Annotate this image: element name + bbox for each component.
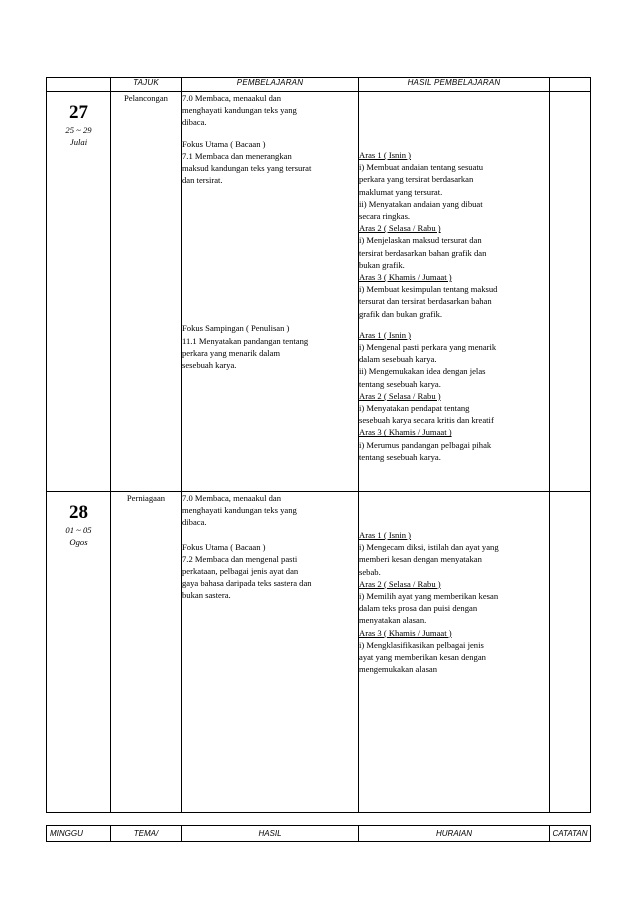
- text-line: ii) Mengemukakan idea dengan jelas: [359, 366, 486, 377]
- hasil-group: [359, 329, 549, 463]
- footer-hasil: HASIL: [182, 826, 359, 842]
- text-line: 7.1 Membaca dan menerangkan: [182, 150, 292, 161]
- notes-cell: [550, 92, 591, 492]
- text-line: dalam sesebuah karya.: [359, 354, 437, 365]
- text-line: ayat yang memberikan kesan dengan: [359, 652, 486, 663]
- fokus-sampingan: [182, 322, 358, 371]
- text-line: dibaca.: [182, 117, 207, 128]
- text-line: perkara yang menarik dalam: [182, 347, 281, 358]
- aras-heading: Aras 3 ( Khamis / Jumaat ): [359, 427, 452, 438]
- table-row-week-28: [47, 492, 591, 813]
- pembelajaran-standard: [182, 492, 358, 529]
- aras-heading: Aras 2 ( Selasa / Rabu ): [359, 223, 441, 234]
- text-line: menyatakan alasan.: [359, 615, 427, 626]
- aras-heading: Aras 1 ( Isnin ): [359, 329, 412, 340]
- text-line: i) Mengklasifikasikan pelbagai jenis: [359, 639, 484, 650]
- text-line: Fokus Sampingan ( Penulisan ): [182, 323, 290, 334]
- text-line: sesebuah karya.: [182, 360, 237, 371]
- week-cell: [47, 92, 111, 492]
- footer-minggu: MINGGU: [47, 826, 111, 842]
- week-number: 28: [69, 502, 88, 523]
- text-line: grafik dan bukan grafik.: [359, 308, 443, 319]
- aras-heading: Aras 1 ( Isnin ): [359, 150, 412, 160]
- text-line: 11.1 Menyatakan pandangan tentang: [182, 335, 309, 346]
- week-date-range: 01 ~ 05: [65, 525, 92, 535]
- text-line: i) Mengecam diksi, istilah dan ayat yang: [359, 542, 499, 553]
- text-line: bukan sastera.: [182, 590, 231, 601]
- aras-heading: Aras 2 ( Selasa / Rabu ): [359, 578, 441, 589]
- header-tajuk: TAJUK: [111, 78, 182, 92]
- tema-cell: [111, 92, 182, 492]
- fokus-utama: [182, 541, 358, 602]
- text-line: i) Mengenal pasti perkara yang menarik: [359, 342, 497, 353]
- pembelajaran-standard: [182, 92, 358, 129]
- text-line: i) Merumus pandangan pelbagai pihak: [359, 439, 492, 450]
- hasil-group: [359, 149, 549, 320]
- text-line: tentang sesebuah karya.: [359, 378, 441, 389]
- text-line: menghayati kandungan teks yang: [182, 505, 297, 516]
- hasil-cell: [359, 92, 550, 492]
- text-line: sesebuah karya secara kritis dan kreatif: [359, 415, 494, 426]
- text-line: memberi kesan dengan menyatakan: [359, 554, 482, 565]
- hasil-cell: [359, 492, 550, 813]
- text-line: 7.0 Membaca, menaakul dan: [182, 493, 282, 503]
- header-notes: [550, 78, 591, 92]
- aras-heading: Aras 3 ( Khamis / Jumaat ): [359, 627, 452, 638]
- table-row-week-27: [47, 92, 591, 492]
- week-cell: [47, 492, 111, 813]
- text-line: i) Memilih ayat yang memberikan kesan: [359, 591, 499, 602]
- aras-heading: Aras 1 ( Isnin ): [359, 530, 412, 540]
- text-line: perkara yang tersirat berdasarkan: [359, 174, 474, 185]
- hasil-group: [359, 529, 549, 675]
- text-line: dan tersirat.: [182, 175, 223, 186]
- text-line: tentang sesebuah karya.: [359, 451, 441, 462]
- text-line: perkataan, pelbagai jenis ayat dan: [182, 566, 299, 577]
- text-line: mengemukakan alasan: [359, 664, 438, 675]
- text-line: sebab.: [359, 566, 381, 577]
- text-line: ii) Menyatakan andaian yang dibuat: [359, 198, 483, 209]
- footer-catatan: CATATAN: [550, 826, 591, 842]
- footer-tema: TEMA/: [111, 826, 182, 842]
- week-date-range: 25 ~ 29: [65, 125, 92, 135]
- text-line: 7.0 Membaca, menaakul dan: [182, 93, 282, 103]
- pembelajaran-cell: [182, 92, 359, 492]
- table-header-row: [47, 78, 591, 92]
- footer-huraian: HURAIAN: [359, 826, 550, 842]
- text-line: i) Menyatakan pendapat tentang: [359, 403, 470, 414]
- text-line: maksud kandungan teks yang tersurat: [182, 163, 312, 174]
- text-line: i) Membuat kesimpulan tentang maksud: [359, 284, 498, 295]
- text-line: secara ringkas.: [359, 211, 411, 222]
- text-line: gaya bahasa daripada teks sastera dan: [182, 578, 312, 589]
- text-line: i) Membuat andaian tentang sesuatu: [359, 162, 484, 173]
- tema-cell: [111, 492, 182, 813]
- notes-cell: [550, 492, 591, 813]
- week-month: Julai: [69, 137, 88, 147]
- text-line: menghayati kandungan teks yang: [182, 105, 297, 116]
- text-line: 7.2 Membaca dan mengenal pasti: [182, 553, 298, 564]
- aras-heading: Aras 2 ( Selasa / Rabu ): [359, 390, 441, 401]
- tema-label: Perniagaan: [126, 493, 166, 503]
- footer-header-row: [46, 825, 591, 842]
- week-number: 27: [69, 102, 88, 123]
- lesson-plan-table: [46, 77, 591, 813]
- pembelajaran-cell: [182, 492, 359, 813]
- header-week: [47, 78, 111, 92]
- text-line: i) Menjelaskan maksud tersurat dan: [359, 235, 482, 246]
- text-line: tersirat berdasarkan bahan grafik dan: [359, 247, 487, 258]
- text-line: bukan grafik.: [359, 259, 405, 270]
- aras-heading: Aras 3 ( Khamis / Jumaat ): [359, 272, 452, 283]
- text-line: dalam teks prosa dan puisi dengan: [359, 603, 478, 614]
- fokus-utama: [182, 138, 358, 187]
- text-line: Fokus Utama ( Bacaan ): [182, 541, 266, 552]
- text-line: tersurat dan tersirat berdasarkan bahan: [359, 296, 492, 307]
- text-line: dibaca.: [182, 517, 207, 528]
- tema-label: Pelancongan: [124, 93, 168, 103]
- week-month: Ogos: [69, 537, 88, 547]
- header-pembelajaran: PEMBELAJARAN: [182, 78, 359, 92]
- text-line: maklumat yang tersurat.: [359, 186, 443, 197]
- header-hasil-pembelajaran: HASIL PEMBELAJARAN: [359, 78, 550, 92]
- text-line: Fokus Utama ( Bacaan ): [182, 138, 266, 149]
